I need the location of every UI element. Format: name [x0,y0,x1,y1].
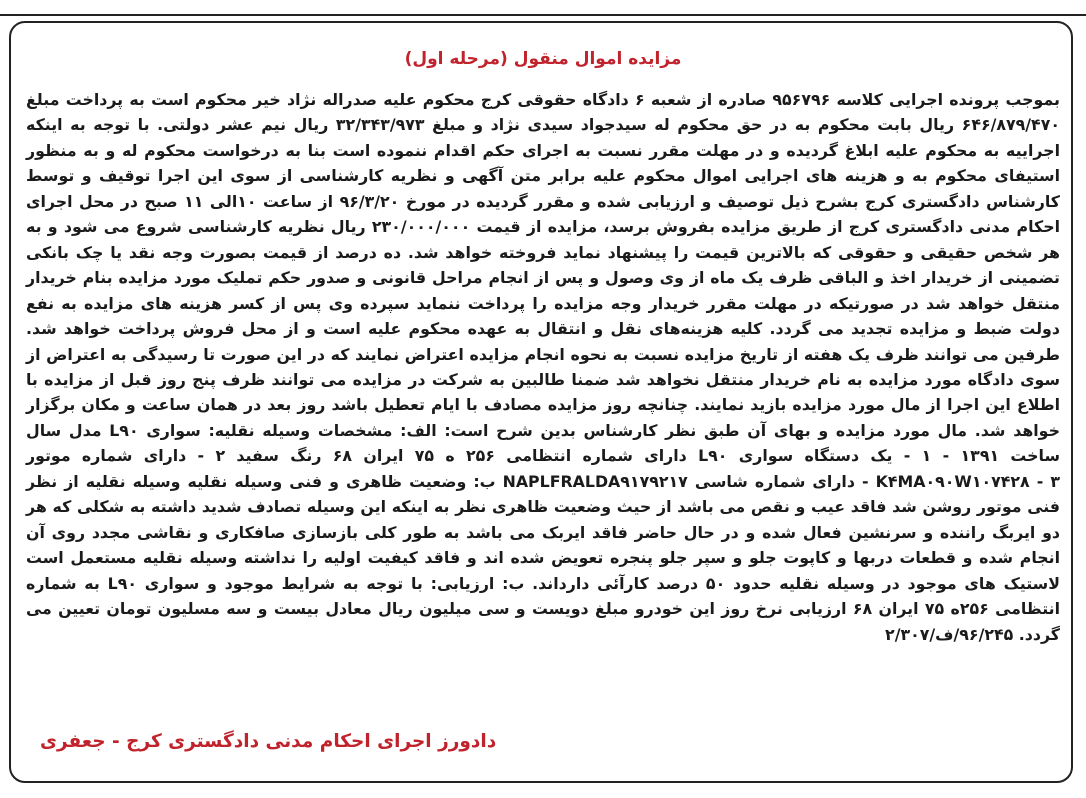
notice-title: مزایده اموال منقول (مرحله اول) [404,49,682,69]
top-border [0,0,1086,16]
notice-signature: دادورز اجرای احکام مدنی دادگستری کرج - جعفری [40,731,497,752]
notice-body: بموجب پرونده اجرایی کلاسه ۹۵۶۷۹۶ صادره از شعبه ۶ دادگاه حقوقی کرج محکوم علیه صدراله نژاد خیر محکوم است به پرداخت مبلغ ۶۴۶/۸۷۹/۴۷۰ ریال بابت محکوم به در حق محکوم له سیدجواد سیدی نژاد و مبلغ ۳۲/۳۴۳/۹۷۳ ریال نیم عشر دولتی. با توجه به اینکه اجراییه به محکوم علیه ابلاغ گردیده و در مهلت مقرر نسبت به اجرای حکم اقدام ننموده است بنا به درخواست محکوم له و به منظور استیفای محکوم به و هزینه های اجرایی اموال محکوم علیه برابر متن آگهی و نظریه کارشناسی از سوی این اجرا توقیف و توسط کارشناس دادگستری کرج بشرح ذیل توصیف و ارزیابی شده و مقرر گردیده در مورخ ۹۶/۳/۲۰ از ساعت ۱۰الی ۱۱ صبح در محل اجرای احکام مدنی دادگستری کرج از طریق مزایده بفروش برسد، مزایده از قیمت ۲۳۰/۰۰۰/۰۰۰ ریال نظریه کارشناسی شروع می شود و به هر شخص حقیقی و حقوقی که بالاترین قیمت را پیشنهاد نماید فروخته خواهد شد. ده درصد از قیمت بصورت وجه نقد یا چک بانکی تضمینی از خریدار اخذ و الباقی ظرف یک ماه از وی وصول و پس از انجام مراحل قانونی و صدور حکم تملیک مورد مزایده بنام خریدار منتقل خواهد شد در صورتیکه در مهلت مقرر خریدار وجه مزایده را پرداخت ننماید سپرده وی پس از کسر هزینه های مزایده به نفع دولت ضبط و مزایده تجدید می گردد. کلیه هزینه‌های نقل و انتقال به عهده محکوم علیه است و از محل فروش پرداخت خواهد شد. طرفین می توانند ظرف یک هفته از تاریخ مزایده نسبت به نحوه انجام مزایده اعتراض نمایند که در این صورت تا رسیدگی به اعتراض از سوی دادگاه مورد مزایده به نام خریدار منتقل نخواهد شد ضمنا طالبین به شرکت در مزایده می توانند ظرف پنج روز قبل از مزایده با اطلاع این اجرا از مال مورد مزایده بازید نمایند. چنانچه روز مزایده مصادف با ایام تعطیل باشد روز بعد در همان ساعت و مکان برگزار خواهد شد. مال مورد مزایده و بهای آن طبق نظر کارشناس بدین شرح است: الف: مشخصات وسیله نقلیه: سواری L۹۰ مدل سال ساخت ۱۳۹۱ - ۱ - یک دستگاه سواری L۹۰ دارای شماره انتظامی ۲۵۶ ه ۷۵ ایران ۶۸ رنگ سفید ۲ - دارای شماره موتور K۴MA۰۹۰W۱۰۷۴۲۸ - ۳ - دارای شماره شاسی NAPLFRALDA۹۱۷۹۲۱۷ ب: وضعیت ظاهری و فنی وسیله نقلیه وسیله نقلیه از نظر فنی موتور روشن شد فاقد عیب و نقص می باشد از حیث وضعیت ظاهری نظر به اینکه این وسیله تصادف شدید داشته به شکلی که هر دو ایربگ راننده و سرنشین فعال شده و در حال حاضر فاقد ایربک می باشد به طور کلی بازسازی صافکاری و نقاشی مجدد روی آن انجام شده و قطعات دربها و کاپوت جلو و سپر جلو پنجره تعویض شده اند و فاقد کیفیت اولیه را نداشته وسیله نقلیه مستعمل است لاستیک های موجود در وسیله نقلیه حدود ۵۰ درصد کارآئی دارداند. ب: ارزیابی: با توجه به شرایط موجود و سواری L۹۰ به شماره انتظامی ۲۵۶ه ۷۵ ایران ۶۸ ارزیابی نرخ روز این خودرو مبلغ دویست و سی میلیون ریال معادل بیست و سه مسلیون تومان تعیین می گردد. ۹۶/۲۴۵/ف/۲/۳۰۷ [26,90,1061,644]
